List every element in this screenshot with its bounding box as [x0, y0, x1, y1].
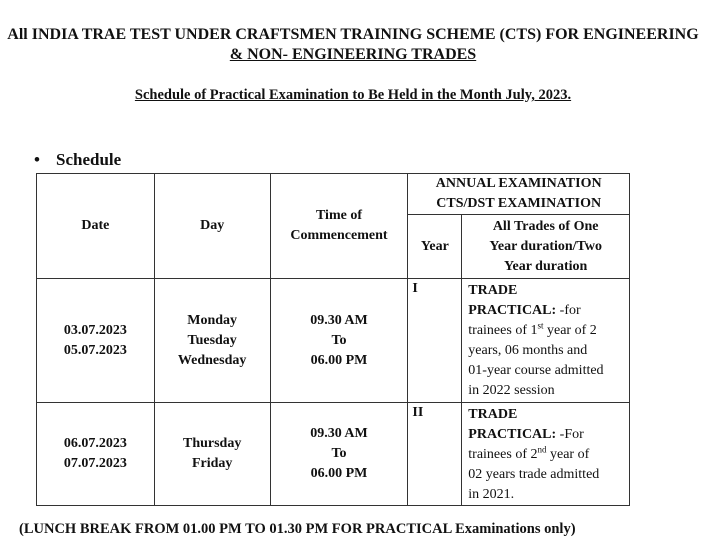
header-year: Year [408, 215, 462, 279]
table-row [37, 279, 630, 403]
time-cell [270, 403, 408, 506]
time-end: 06.00 PM [310, 352, 368, 368]
time-cell [270, 279, 408, 403]
desc-text: -For [556, 427, 584, 442]
document-title-line2 [0, 44, 706, 65]
trade-description [462, 279, 630, 403]
day-cell [154, 403, 270, 506]
header-annual [408, 174, 630, 215]
trade-title-practical: PRACTICAL: [468, 427, 557, 442]
trade-title: TRADE [468, 407, 518, 422]
trade-description [462, 403, 630, 506]
desc-text: 02 years trade admitted [468, 467, 600, 482]
desc-text: year of 2 [543, 323, 597, 338]
schedule-subtitle: Schedule of Practical Examination to Be Held in the Month July, 2023. [134, 87, 572, 103]
table-row [37, 403, 630, 506]
section-heading [34, 150, 121, 170]
date-value: 05.07.2023 [63, 342, 127, 358]
day-value: Thursday [182, 436, 242, 451]
lunch-break-note: (LUNCH BREAK FROM 01.00 PM TO 01.30 PM FOR PRACTICAL Examinations only) [19, 521, 576, 537]
desc-text: 01-year course admitted [468, 363, 604, 378]
header-trades-line3: Year duration [503, 258, 588, 274]
trade-title-practical: PRACTICAL: [468, 303, 557, 318]
document-title: All INDIA TRAE TEST UNDER CRAFTSMEN TRAINING SCHEME (CTS) FOR ENGINEERING [7, 26, 699, 43]
desc-text: trainees of 1 [468, 323, 538, 338]
time-end: 06.00 PM [310, 466, 368, 481]
header-annual-line1: ANNUAL EXAMINATION [435, 176, 602, 191]
year-cell: II [408, 403, 462, 506]
date-cell [37, 279, 155, 403]
day-value: Monday [187, 312, 238, 328]
ordinal-suffix: nd [537, 444, 547, 455]
date-value: 03.07.2023 [63, 322, 127, 338]
time-start: 09.30 AM [310, 312, 368, 328]
schedule-table [36, 173, 630, 506]
desc-text: years, 06 months and [468, 343, 588, 358]
header-time-line2: Commencement [290, 228, 388, 243]
desc-text: -for [556, 303, 581, 318]
time-start: 09.30 AM [310, 426, 368, 441]
desc-text: in 2022 session [468, 383, 555, 398]
document-title-line2-text: & NON- ENGINEERING TRADES [229, 46, 477, 63]
day-value: Tuesday [187, 332, 237, 348]
header-trades-line1: All Trades of One [492, 218, 599, 234]
header-time [270, 174, 408, 279]
time-separator: To [331, 332, 347, 348]
section-heading-label: Schedule [56, 150, 122, 169]
desc-text: trainees of 2 [468, 447, 538, 462]
header-annual-line2: CTS/DST EXAMINATION [436, 196, 602, 211]
header-trades-line2: Year duration/Two [489, 238, 602, 254]
ordinal-suffix: st [537, 320, 544, 331]
table-header-row [37, 174, 630, 215]
day-value: Wednesday [177, 352, 247, 368]
desc-text: in 2021. [468, 487, 515, 502]
year-cell: I [408, 279, 462, 403]
header-trades [462, 215, 630, 279]
day-cell [154, 279, 270, 403]
date-cell [37, 403, 155, 506]
desc-text: year of [546, 447, 590, 462]
header-day: Day [154, 174, 270, 279]
trade-title: TRADE [468, 283, 518, 298]
day-value: Friday [191, 456, 233, 471]
date-value: 07.07.2023 [63, 456, 127, 471]
date-value: 06.07.2023 [63, 436, 127, 451]
header-time-line1: Time of [315, 208, 362, 223]
bullet-icon: • [34, 150, 40, 169]
time-separator: To [331, 446, 347, 461]
header-date: Date [37, 174, 155, 279]
